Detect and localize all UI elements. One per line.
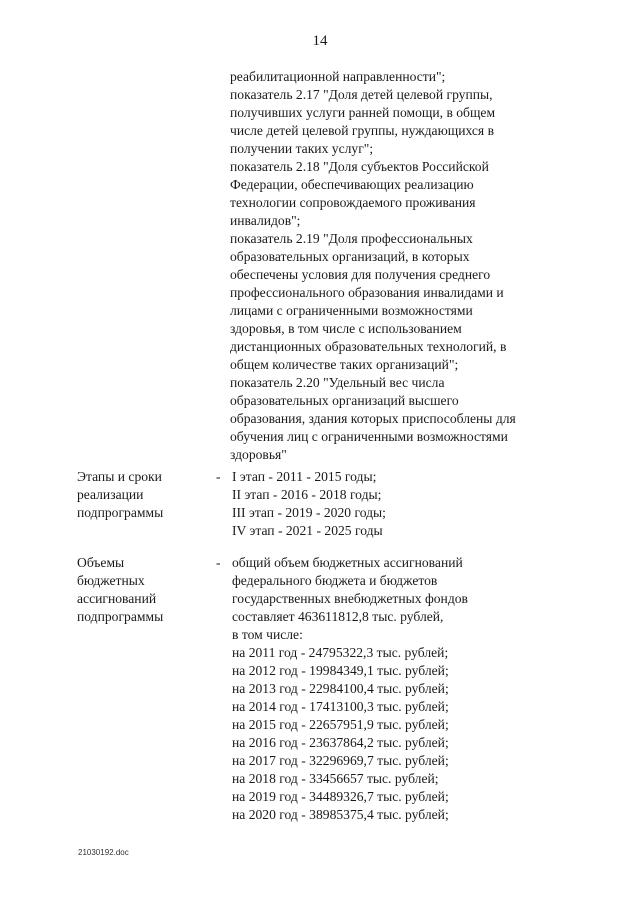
funding-intro-line: государственных внебюджетных фондов <box>232 591 468 606</box>
indicator-line: Федерации, обеспечивающих реализацию <box>230 177 474 192</box>
funding-label-line: ассигнований <box>77 591 157 606</box>
indicator-line: получивших услуги ранней помощи, в общем <box>230 105 496 120</box>
indicator-line: лицами с ограниченными возможностями <box>230 303 473 318</box>
funding-intro-line: федерального бюджета и бюджетов <box>232 573 438 588</box>
funding-label-line: Объемы <box>77 555 125 570</box>
indicator-line: общем количестве таких организаций"; <box>230 357 459 372</box>
indicator-line: обеспечены условия для получения среднего <box>230 267 491 282</box>
stage-item: III этап - 2019 - 2020 годы; <box>232 505 386 520</box>
indicator-line: профессионального образования инвалидами и <box>230 285 504 300</box>
funding-year-line: на 2019 год - 34489326,7 тыс. рублей; <box>232 789 449 804</box>
stage-item: IV этап - 2021 - 2025 годы <box>232 523 383 538</box>
indicator-line: получении таких услуг"; <box>230 141 374 156</box>
funding-label-line: бюджетных <box>77 573 145 588</box>
stages-label-line: реализации <box>77 487 144 502</box>
funding-intro-line: в том числе: <box>232 627 303 642</box>
stage-item: II этап - 2016 - 2018 годы; <box>232 487 382 502</box>
indicator-line: числе детей целевой группы, нуждающихся в <box>230 123 494 138</box>
stage-item: I этап - 2011 - 2015 годы; <box>232 469 377 484</box>
stages-dash: - <box>216 469 221 484</box>
funding-intro-line: составляет 463611812,8 тыс. рублей, <box>232 609 444 624</box>
funding-year-line: на 2011 год - 24795322,3 тыс. рублей; <box>232 645 449 660</box>
indicator-line: показатель 2.20 "Удельный вес числа <box>230 375 445 390</box>
funding-year-line: на 2020 год - 38985375,4 тыс. рублей; <box>232 807 449 822</box>
funding-intro-line: общий объем бюджетных ассигнований <box>232 555 463 570</box>
funding-year-line: на 2015 год - 22657951,9 тыс. рублей; <box>232 717 449 732</box>
footer-filename: 21030192.doc <box>78 848 129 857</box>
funding-year-line: на 2013 год - 22984100,4 тыс. рублей; <box>232 681 449 696</box>
indicator-line: образовательных организаций высшего <box>230 393 459 408</box>
stages-label-line: Этапы и сроки <box>77 469 162 484</box>
funding-year-line: на 2018 год - 33456657 тыс. рублей; <box>232 771 439 786</box>
funding-year-line: на 2017 год - 32296969,7 тыс. рублей; <box>232 753 449 768</box>
indicator-line: реабилитационной направленности"; <box>230 69 446 84</box>
indicator-line: технологии сопровождаемого проживания <box>230 195 476 210</box>
funding-dash: - <box>216 555 221 570</box>
indicator-line: образовательных организаций, в которых <box>230 249 470 264</box>
funding-year-line: на 2012 год - 19984349,1 тыс. рублей; <box>232 663 449 678</box>
funding-label-line: подпрограммы <box>77 609 164 624</box>
page-number: 14 <box>312 33 328 49</box>
indicator-line: здоровья" <box>230 447 287 462</box>
indicator-line: обучения лиц с ограниченными возможностями <box>230 429 508 444</box>
funding-year-line: на 2016 год - 23637864,2 тыс. рублей; <box>232 735 449 750</box>
indicator-line: здоровья, в том числе с использованием <box>230 321 462 336</box>
indicator-line: показатель 2.18 "Доля субъектов Российской <box>230 159 489 174</box>
stages-label-line: подпрограммы <box>77 505 164 520</box>
indicator-line: дистанционных образовательных технологий, в <box>230 339 507 354</box>
indicator-line: инвалидов"; <box>230 213 301 228</box>
indicator-line: показатель 2.19 "Доля профессиональных <box>230 231 473 246</box>
indicator-line: показатель 2.17 "Доля детей целевой группы, <box>230 87 493 102</box>
indicator-line: образования, здания которых приспособлены для <box>230 411 516 426</box>
funding-year-line: на 2014 год - 17413100,3 тыс. рублей; <box>232 699 449 714</box>
